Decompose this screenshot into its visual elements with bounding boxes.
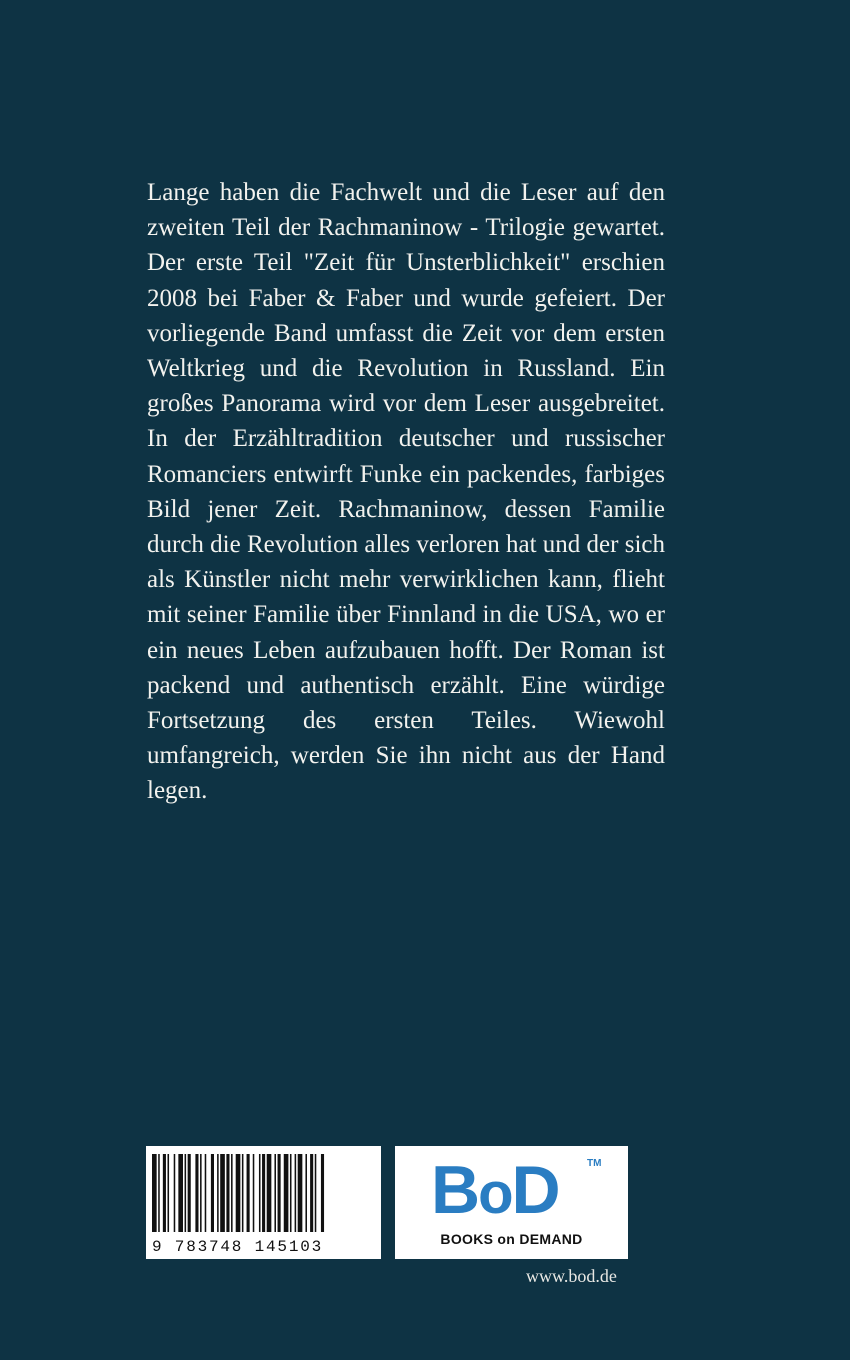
barcode-bar (231, 1154, 233, 1232)
barcode-bar (305, 1154, 307, 1232)
barcode-bar (321, 1154, 324, 1232)
barcode-bar (158, 1154, 160, 1232)
barcode-bar (259, 1154, 261, 1232)
publisher-logo-box (395, 1146, 628, 1259)
bod-logo-letter-o: o (478, 1161, 512, 1226)
barcode-bar (188, 1154, 191, 1232)
barcode-bar (178, 1154, 183, 1232)
blurb-text: Lange haben die Fachwelt und die Leser auf den zweiten Teil der Rachmaninow - Trilogie gewartet. Der erste Teil "Zeit für Unsterblichkeit" erschien 2008 bei Faber & Faber und wurde gefeiert. Der vorliegende Band umfasst die Zeit vor dem ersten Weltkrieg und die Revolution in Russland. Ein großes Panorama wird vor dem Leser ausgebreitet. In der Erzähltradition deutscher und russischer Romanciers entwirft Funke ein packendes, farbiges Bild jener Zeit. Rachmaninow, dessen Familie durch die Revolution alles verloren hat und der sich als Künstler nicht mehr verwirklichen kann, flieht mit seiner Familie über Finnland in die USA, wo er ein neues Leben aufzubauen hofft. Der Roman ist packend und authentisch erzählt. Eine würdige Fortsetzung des ersten Teiles. Wiewohl umfangreich, werden Sie ihn nicht aus der Hand legen. (147, 179, 665, 805)
barcode-bar (217, 1154, 219, 1232)
barcode-bar (226, 1154, 229, 1232)
trademark-symbol: TM (587, 1158, 602, 1169)
barcode-bar (152, 1154, 157, 1232)
publisher-website: www.bod.de (526, 1266, 617, 1286)
barcode-bar (315, 1154, 317, 1232)
publisher-tagline: BOOKS on DEMAND (440, 1231, 583, 1247)
barcode-bar (253, 1154, 255, 1232)
barcode-bar (278, 1154, 281, 1232)
barcode-bar (220, 1154, 225, 1232)
barcode-bar (262, 1154, 265, 1232)
barcode-bar (200, 1154, 202, 1232)
isbn-barcode (146, 1146, 381, 1259)
barcode-bar (290, 1154, 292, 1232)
barcode-bar (284, 1154, 289, 1232)
barcode-bar (168, 1154, 170, 1232)
bod-logo-letter-d: D (511, 1152, 559, 1228)
barcode-bar (195, 1154, 198, 1232)
barcode-bar (163, 1154, 166, 1232)
barcode-bar (247, 1154, 250, 1232)
barcode-bar (295, 1154, 297, 1232)
barcode-bar (310, 1154, 313, 1232)
barcode-bar (185, 1154, 187, 1232)
barcode-bar (236, 1154, 241, 1232)
barcode-bar (274, 1154, 276, 1232)
barcode-bar (267, 1154, 272, 1232)
isbn-number: 9 783748 145103 (152, 1238, 324, 1256)
barcode-bar (205, 1154, 207, 1232)
barcode-bar (242, 1154, 244, 1232)
bod-logo (431, 1150, 559, 1234)
barcode-bar (211, 1154, 214, 1232)
barcode-bar (174, 1154, 176, 1232)
barcode-bar (298, 1154, 303, 1232)
bod-logo-letter-b: B (431, 1152, 479, 1228)
